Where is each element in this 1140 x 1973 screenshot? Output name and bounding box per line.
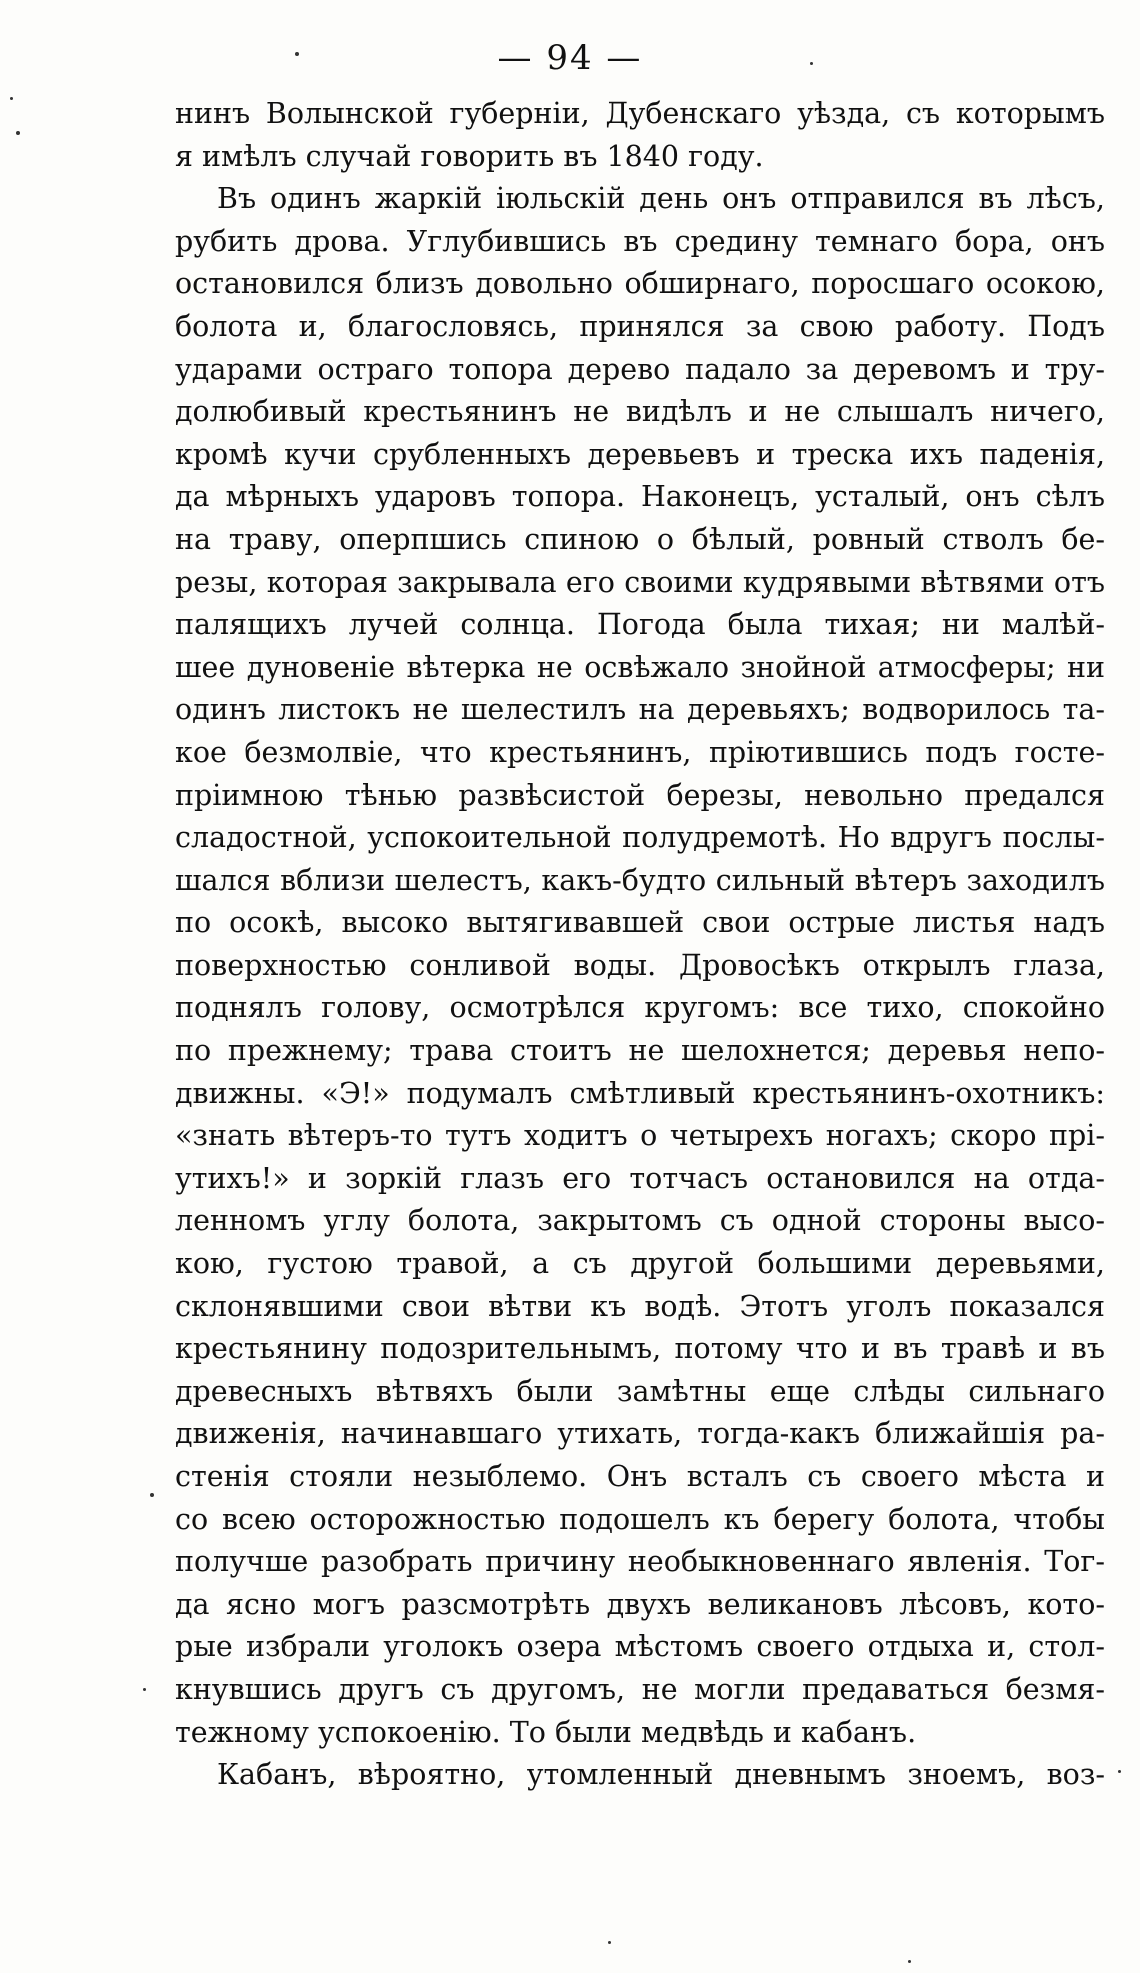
text-line: поверхностью сонливой воды. Дровосѣкъ открылъ глаза, — [175, 948, 1105, 982]
text-line: Кабанъ, вѣроятно, утомленный дневнымъ зноемъ, воз- — [217, 1758, 1105, 1792]
text-line: движны. «Э!» подумалъ смѣтливый крестьянинъ-охотникъ: — [175, 1076, 1105, 1110]
scan-speck — [150, 1493, 154, 1497]
text-line: шался вблизи шелестъ, какъ-будто сильный вѣтеръ заходилъ — [175, 863, 1105, 897]
text-line: долюбивый крестьянинъ не видѣлъ и не слышалъ ничего, — [175, 395, 1105, 429]
text-line: крестьянину подозрительнымъ, потому что и въ травѣ и въ — [175, 1332, 1105, 1366]
text-line: по прежнему; трава стоитъ не шелохнется; деревья непо- — [175, 1034, 1105, 1068]
text-line: утихъ!» и зоркій глазъ его тотчасъ остановился на отда- — [175, 1161, 1105, 1195]
text-line: нинъ Волынской губерніи, Дубенскаго уѣзда, съ которымъ — [175, 97, 1105, 130]
text-line: по осокѣ, высоко вытягивавшей свои острые листья надъ — [175, 906, 1105, 940]
text-line: рые избрали уголокъ озера мѣстомъ своего отдыха и, стол- — [175, 1630, 1105, 1664]
text-line: кнувшись другъ съ другомъ, не могли предаваться безмя- — [175, 1672, 1105, 1706]
text-line: со всею осторожностью подошелъ къ берегу болота, чтобы — [175, 1502, 1105, 1536]
scan-speck — [16, 131, 20, 135]
text-line: кое безмолвіе, что крестьянинъ, пріютившись подъ госте- — [175, 735, 1105, 769]
scan-speck — [908, 1960, 911, 1963]
text-line: на траву, оперпшись спиною о бѣлый, ровный стволъ бе- — [175, 522, 1105, 556]
text-line: кромѣ кучи срубленныхъ деревьевъ и треска ихъ паденія, — [175, 437, 1105, 471]
text-line: склонявшими свои вѣтви къ водѣ. Этотъ уголъ показался — [175, 1289, 1105, 1323]
text-line: движенія, начинавшаго утихать, тогда-какъ ближайшія ра- — [175, 1417, 1105, 1451]
text-line: древесныхъ вѣтвяхъ были замѣтны еще слѣды сильнаго — [175, 1374, 1105, 1408]
text-line: «знать вѣтеръ-то тутъ ходитъ о четырехъ ногахъ; скоро прі- — [175, 1119, 1105, 1153]
scan-speck — [1118, 1770, 1121, 1773]
scan-speck — [608, 1941, 611, 1944]
text-line: шее дуновеніе вѣтерка не освѣжало знойной атмосферы; ни — [175, 650, 1105, 684]
text-line: болота и, благословясь, принялся за свою работу. Подъ — [175, 309, 1105, 343]
text-line: палящихъ лучей солнца. Погода была тихая; ни малѣй- — [175, 608, 1105, 642]
text-line: кою, густою травой, а съ другой большими деревьями, — [175, 1247, 1105, 1281]
scan-speck — [295, 52, 299, 56]
text-line: одинъ листокъ не шелестилъ на деревьяхъ; водворилось та- — [175, 693, 1105, 727]
text-line: остановился близъ довольно обширнаго, поросшаго осокою, — [175, 267, 1105, 301]
text-line: поднялъ голову, осмотрѣлся кругомъ: все тихо, спокойно — [175, 991, 1105, 1025]
text-line: получше разобрать причину необыкновеннаго явленія. Тог- — [175, 1545, 1105, 1579]
body-text — [175, 93, 1105, 1797]
scan-speck — [143, 1688, 146, 1691]
scan-speck — [810, 62, 813, 65]
text-line: пріимною тѣнью развѣсистой березы, невольно предался — [175, 778, 1105, 812]
text-line: да ясно могъ разсмотрѣть двухъ великановъ лѣсовъ, кото- — [175, 1587, 1105, 1621]
page-number: — 94 — — [497, 38, 643, 78]
text-line: рубить дрова. Углубившись въ средину темнаго бора, онъ — [175, 224, 1105, 258]
text-line: резы, которая закрывала его своими кудрявыми вѣтвями отъ — [175, 565, 1105, 599]
text-line: сладостной, успокоительной полудремотѣ. Но вдругъ послы- — [175, 821, 1105, 855]
text-line: ленномъ углу болота, закрытомъ съ одной стороны высо- — [175, 1204, 1105, 1238]
text-line: Въ одинъ жаркій іюльскій день онъ отправился въ лѣсъ, — [217, 182, 1105, 216]
text-line: ударами остраго топора дерево падало за деревомъ и тру- — [175, 352, 1105, 386]
text-line: я имѣлъ случай говорить въ 1840 году. — [175, 139, 764, 173]
text-line: тежному успокоенію. То были медвѣдь и кабанъ. — [175, 1715, 917, 1749]
text-line: да мѣрныхъ ударовъ топора. Наконецъ, усталый, онъ сѣлъ — [175, 480, 1105, 514]
scan-speck — [10, 97, 13, 100]
text-line: стенія стояли незыблемо. Онъ всталъ съ своего мѣста и — [175, 1460, 1105, 1493]
